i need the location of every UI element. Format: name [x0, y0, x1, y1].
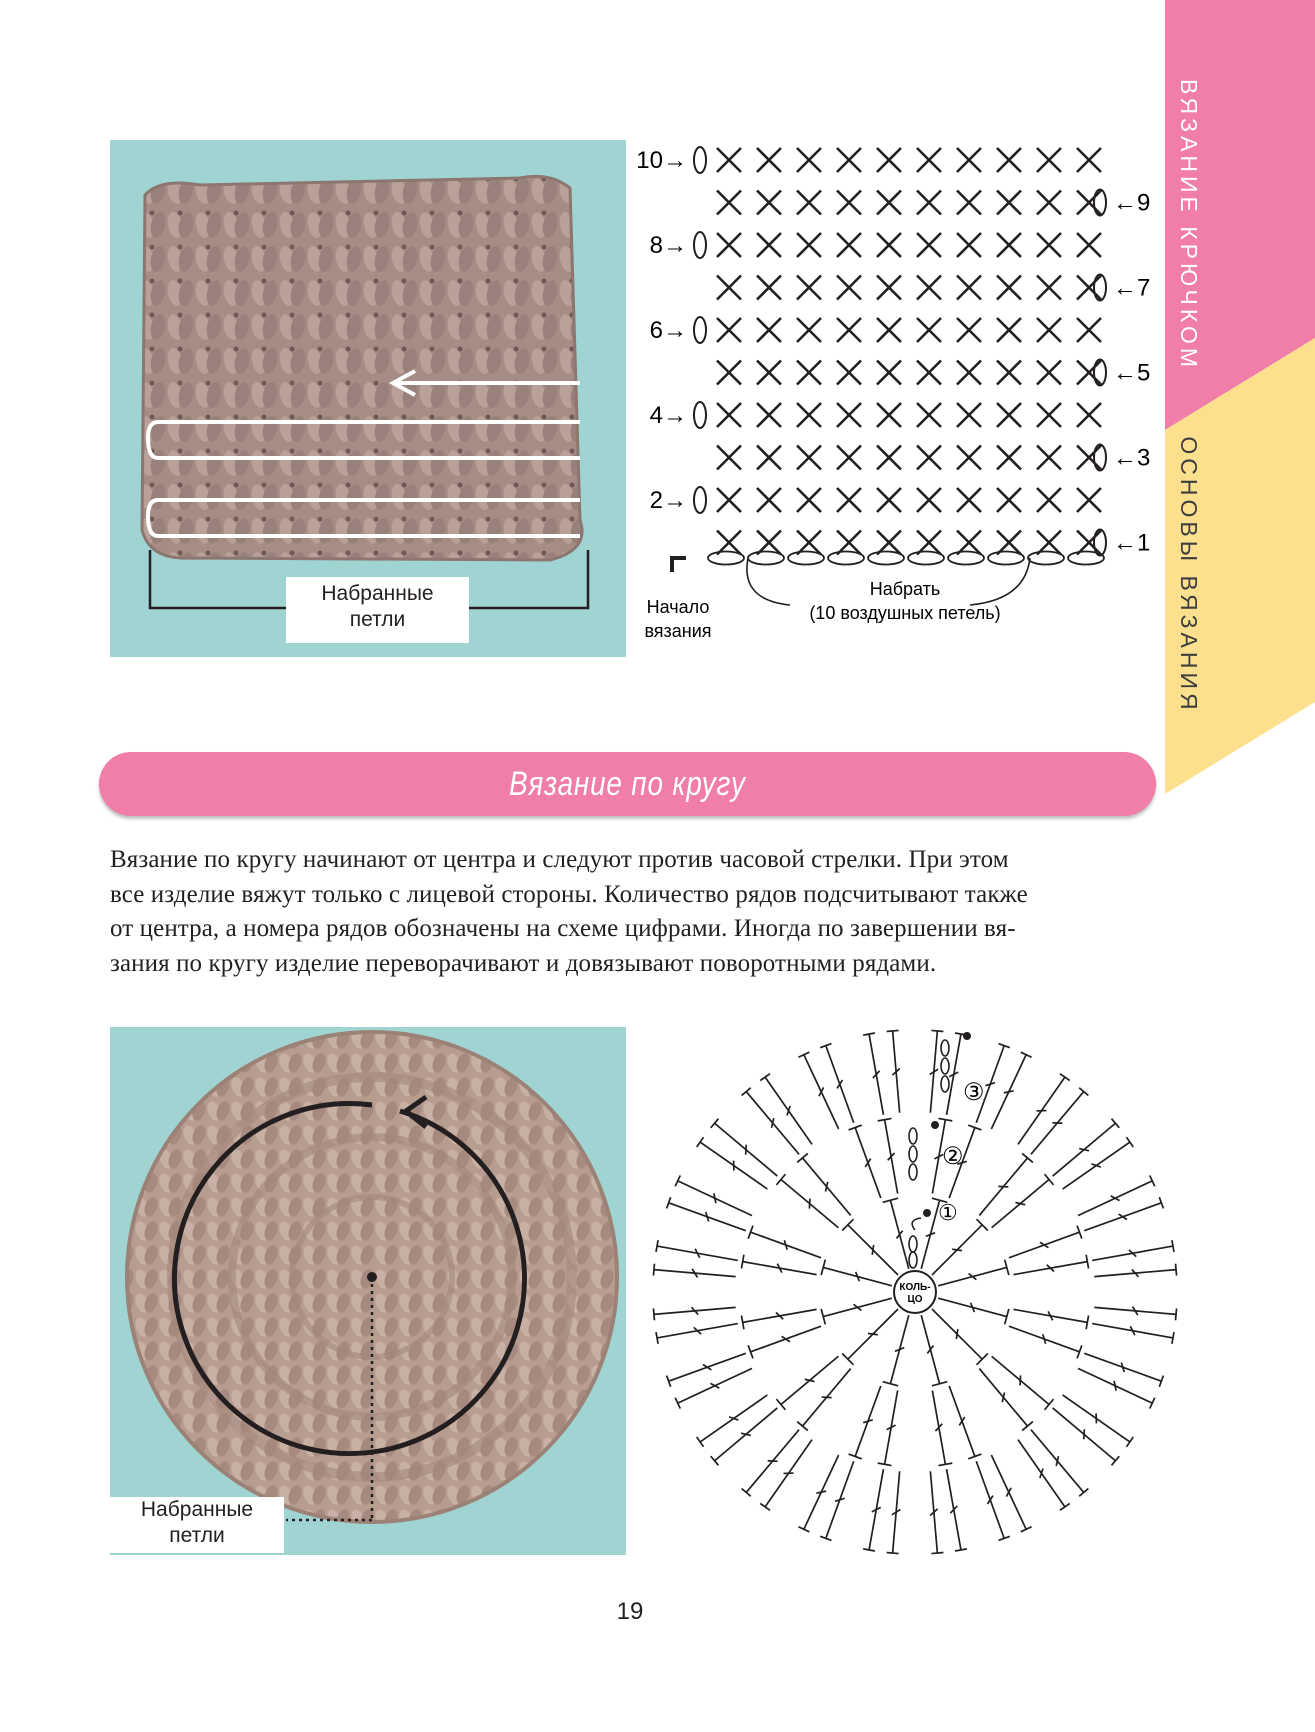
- double-crochet-symbol: [863, 1469, 883, 1551]
- double-crochet-symbol: [887, 1030, 900, 1112]
- double-crochet-symbol: [742, 1088, 799, 1155]
- double-crochet-symbol: [667, 1197, 746, 1231]
- side-tab-top-label: ВЯЗАНИЕ КРЮЧКОМ: [1176, 78, 1202, 372]
- chain-stitch: [988, 552, 1024, 565]
- single-crochet-x: [1037, 276, 1061, 300]
- flat-photo-label-line1: Набранные: [321, 582, 434, 605]
- single-crochet-x: [917, 403, 941, 427]
- section-heading: Вязание по кругу: [509, 764, 746, 803]
- chain-label-line2: (10 воздушных петель): [809, 603, 1001, 623]
- double-crochet-symbol: [949, 1386, 981, 1459]
- double-crochet-symbol: [863, 1033, 883, 1115]
- single-crochet-x: [1037, 233, 1061, 257]
- single-crochet-x: [957, 148, 981, 172]
- double-crochet-symbol: [883, 1198, 909, 1269]
- row-number-right: ←3: [1113, 444, 1151, 472]
- turning-chain: [694, 317, 706, 343]
- double-crochet-symbol: [932, 1219, 988, 1275]
- turning-chain: [694, 402, 706, 428]
- single-crochet-x: [757, 148, 781, 172]
- single-crochet-x: [717, 446, 741, 470]
- single-crochet-x: [837, 148, 861, 172]
- page-number: 19: [616, 1598, 644, 1625]
- single-crochet-x: [877, 191, 901, 215]
- double-crochet-symbol: [932, 1390, 952, 1465]
- row-number-left: 8→: [649, 232, 687, 259]
- single-crochet-x: [957, 403, 981, 427]
- ring-label-line1: КОЛЬ-: [899, 1282, 931, 1293]
- chain-stitch: [1028, 552, 1064, 565]
- single-crochet-x: [997, 403, 1021, 427]
- single-crochet-x: [957, 233, 981, 257]
- double-crochet-symbol: [992, 1356, 1054, 1410]
- double-crochet-symbol: [1013, 1309, 1088, 1329]
- double-crochet-symbol: [711, 1408, 778, 1465]
- single-crochet-x: [717, 276, 741, 300]
- chain-stitch: [788, 552, 824, 565]
- single-crochet-x: [1077, 488, 1101, 512]
- single-crochet-x: [757, 488, 781, 512]
- turning-chain: [694, 147, 706, 173]
- round-swatch-illustration: [110, 1027, 626, 1555]
- single-crochet-x: [877, 233, 901, 257]
- single-crochet-x: [717, 148, 741, 172]
- single-crochet-x: [917, 233, 941, 257]
- double-crochet-symbol: [921, 1315, 947, 1386]
- single-crochet-x: [1077, 446, 1101, 470]
- double-crochet-symbol: [938, 1260, 1009, 1286]
- paragraph-line: Вязание по кругу начинают от центра и следуют против часовой стрелки. При этом: [110, 846, 1009, 873]
- start-label-line2: вязания: [644, 621, 712, 641]
- double-crochet-symbol: [667, 1353, 746, 1387]
- double-crochet-symbol: [930, 1471, 943, 1553]
- row-number-left: 6→: [649, 317, 687, 344]
- single-crochet-x: [877, 318, 901, 342]
- double-crochet-symbol: [992, 1174, 1054, 1228]
- single-crochet-x: [1037, 191, 1061, 215]
- single-crochet-x: [917, 148, 941, 172]
- single-crochet-x: [917, 488, 941, 512]
- double-crochet-symbol: [741, 1255, 816, 1275]
- double-crochet-symbol: [883, 1315, 909, 1386]
- double-crochet-symbol: [697, 1137, 768, 1189]
- single-crochet-x: [1037, 148, 1061, 172]
- double-crochet-symbol: [821, 1298, 892, 1324]
- single-crochet-x: [1037, 446, 1061, 470]
- side-tab-bottom-label: ОСНОВЫ ВЯЗАНИЯ: [1176, 436, 1202, 714]
- round-marker-3: ③: [963, 1079, 985, 1106]
- single-crochet-x: [717, 488, 741, 512]
- round-crochet-diagram: [645, 1020, 1185, 1560]
- single-crochet-x: [1077, 361, 1101, 385]
- double-crochet-symbol: [1031, 1088, 1088, 1155]
- single-crochet-x: [917, 361, 941, 385]
- double-crochet-symbol: [653, 1264, 735, 1278]
- single-crochet-x: [837, 233, 861, 257]
- single-crochet-x: [1037, 488, 1061, 512]
- single-crochet-x: [757, 276, 781, 300]
- double-crochet-symbol: [748, 1326, 821, 1358]
- single-crochet-x: [717, 318, 741, 342]
- double-crochet-symbol: [797, 1153, 851, 1215]
- double-crochet-symbol: [1094, 1307, 1176, 1321]
- single-crochet-x: [997, 233, 1021, 257]
- ring-label-line2: ЦО: [907, 1294, 923, 1305]
- single-crochet-x: [997, 488, 1021, 512]
- row-number-left: 4→: [649, 402, 687, 429]
- single-crochet-x: [1037, 403, 1061, 427]
- chain-stitch: [708, 552, 744, 565]
- double-crochet-symbol: [878, 1390, 898, 1465]
- double-crochet-symbol: [697, 1395, 768, 1447]
- double-crochet-symbol: [1053, 1119, 1120, 1176]
- row-number-right: ←5: [1113, 359, 1151, 387]
- single-crochet-x: [797, 403, 821, 427]
- single-crochet-x: [877, 446, 901, 470]
- round-photo-label: [110, 1497, 284, 1553]
- double-crochet-symbol: [938, 1298, 1009, 1324]
- round-photo-label-line2: петли: [169, 1524, 225, 1547]
- single-crochet-x: [757, 318, 781, 342]
- double-crochet-symbol: [878, 1118, 898, 1193]
- double-crochet-symbol: [742, 1430, 799, 1497]
- turning-chain: [1094, 530, 1106, 556]
- single-crochet-x: [917, 276, 941, 300]
- double-crochet-symbol: [776, 1174, 838, 1228]
- single-crochet-x: [1077, 318, 1101, 342]
- row-number-right: ←1: [1113, 529, 1151, 557]
- single-crochet-x: [997, 446, 1021, 470]
- single-crochet-x: [757, 233, 781, 257]
- single-crochet-x: [717, 403, 741, 427]
- paragraph-line: зания по кругу изделие переворачивают и довязывают поворотными рядами.: [110, 949, 937, 977]
- section-heading-banner: [99, 752, 1156, 816]
- double-crochet-symbol: [1092, 1240, 1174, 1260]
- turning-chain: [1094, 360, 1106, 386]
- double-crochet-symbol: [820, 1461, 854, 1540]
- chain-stitch: [948, 552, 984, 565]
- turning-chain: [694, 232, 706, 258]
- round-swatch-photo: [110, 1027, 626, 1555]
- chain-stitch: [868, 552, 904, 565]
- double-crochet-symbol: [760, 1440, 812, 1511]
- single-crochet-x: [997, 361, 1021, 385]
- single-crochet-x: [1077, 233, 1101, 257]
- double-crochet-symbol: [797, 1369, 851, 1431]
- single-crochet-x: [877, 148, 901, 172]
- flat-swatch-photo: [110, 140, 626, 657]
- chain-stitch: [1068, 552, 1104, 565]
- chain-stitch: [908, 552, 944, 565]
- single-crochet-x: [917, 318, 941, 342]
- single-crochet-x: [997, 148, 1021, 172]
- turning-chain: [694, 487, 706, 513]
- double-crochet-symbol: [656, 1324, 738, 1344]
- double-crochet-symbol: [887, 1471, 901, 1553]
- row-number-left: 10→: [636, 147, 687, 174]
- single-crochet-x: [797, 233, 821, 257]
- foundation-chain: [708, 552, 1104, 565]
- single-crochet-x: [1037, 361, 1061, 385]
- single-crochet-x: [797, 318, 821, 342]
- paragraph-line: от центра, а номера рядов обозначены на схеме цифрами. Иногда по завершении вя-: [110, 915, 1016, 942]
- double-crochet-symbol: [711, 1119, 778, 1176]
- single-crochet-x: [957, 446, 981, 470]
- double-crochet-symbol: [760, 1074, 812, 1145]
- single-crochet-x: [957, 276, 981, 300]
- double-crochet-symbol: [821, 1260, 892, 1286]
- double-crochet-symbol: [656, 1240, 738, 1260]
- double-crochet-symbol: [1053, 1408, 1120, 1465]
- single-crochet-x: [837, 403, 861, 427]
- double-crochet-symbol: [849, 1125, 881, 1198]
- single-crochet-x: [837, 488, 861, 512]
- single-crochet-x: [917, 446, 941, 470]
- single-crochet-x: [717, 233, 741, 257]
- flat-chart-stitches: [694, 147, 1106, 556]
- single-crochet-x: [877, 361, 901, 385]
- single-crochet-x: [717, 191, 741, 215]
- single-crochet-x: [757, 191, 781, 215]
- flat-photo-label-line2: петли: [349, 608, 406, 631]
- single-crochet-x: [877, 403, 901, 427]
- single-crochet-x: [797, 446, 821, 470]
- double-crochet-symbol: [1009, 1226, 1082, 1258]
- double-crochet-symbol: [1013, 1255, 1088, 1275]
- turning-chain: [1094, 275, 1106, 301]
- double-crochet-symbol: [1094, 1264, 1176, 1277]
- single-crochet-x: [917, 191, 941, 215]
- single-crochet-x: [1077, 191, 1101, 215]
- single-crochet-x: [877, 276, 901, 300]
- single-crochet-x: [757, 403, 781, 427]
- single-crochet-x: [997, 276, 1021, 300]
- row-number-right: ←7: [1113, 274, 1151, 302]
- single-crochet-x: [997, 191, 1021, 215]
- round-description: [110, 843, 1115, 981]
- paragraph-line: все изделие вяжут только с лицевой стороны. Количество рядов подсчитывают также: [110, 880, 1028, 908]
- single-crochet-x: [797, 191, 821, 215]
- chain-stitch: [828, 552, 864, 565]
- single-crochet-x: [997, 318, 1021, 342]
- single-crochet-x: [757, 446, 781, 470]
- single-crochet-x: [797, 148, 821, 172]
- double-crochet-symbol: [1084, 1197, 1163, 1231]
- single-crochet-x: [797, 276, 821, 300]
- single-crochet-x: [837, 318, 861, 342]
- start-marker-icon: [672, 558, 686, 572]
- row-number-left: 2→: [649, 487, 687, 514]
- single-crochet-x: [717, 361, 741, 385]
- double-crochet-symbol: [1063, 1137, 1134, 1189]
- single-crochet-x: [1037, 318, 1061, 342]
- start-label-line1: Начало: [646, 597, 710, 617]
- single-crochet-x: [797, 488, 821, 512]
- turning-chain: [1094, 190, 1106, 216]
- single-crochet-x: [757, 361, 781, 385]
- single-crochet-x: [1077, 403, 1101, 427]
- flat-photo-label: [286, 577, 469, 643]
- double-crochet-symbol: [947, 1469, 967, 1551]
- row-number-right: ←9: [1113, 189, 1151, 217]
- single-crochet-x: [837, 446, 861, 470]
- chain-label-line1: Набрать: [869, 579, 941, 599]
- single-crochet-x: [957, 191, 981, 215]
- double-crochet-symbol: [976, 1461, 1010, 1540]
- double-crochet-symbol: [1031, 1430, 1088, 1497]
- double-crochet-symbol: [1009, 1326, 1082, 1358]
- double-crochet-symbol: [741, 1309, 816, 1329]
- double-crochet-symbol: [1092, 1324, 1174, 1344]
- round-marker-2: ②: [942, 1143, 964, 1170]
- turning-chain: [1094, 445, 1106, 471]
- double-crochet-symbol: [653, 1307, 735, 1320]
- single-crochet-x: [1077, 148, 1101, 172]
- round-photo-label-line1: Набранные: [140, 1498, 254, 1521]
- double-crochet-symbol: [820, 1044, 854, 1123]
- round-marker-1: ①: [938, 1200, 958, 1225]
- single-crochet-x: [957, 488, 981, 512]
- double-crochet-symbol: [979, 1153, 1033, 1215]
- chain-stitch: [748, 552, 784, 565]
- double-crochet-symbol: [842, 1309, 898, 1365]
- single-crochet-x: [837, 276, 861, 300]
- double-crochet-symbol: [1063, 1395, 1134, 1447]
- double-crochet-symbol: [776, 1356, 838, 1410]
- flat-crochet-chart: [630, 140, 1170, 650]
- double-crochet-symbol: [748, 1226, 821, 1258]
- single-crochet-x: [957, 318, 981, 342]
- single-crochet-x: [837, 361, 861, 385]
- single-crochet-x: [1077, 276, 1101, 300]
- double-crochet-symbol: [932, 1309, 988, 1365]
- double-crochet-symbol: [1018, 1074, 1070, 1145]
- single-crochet-x: [957, 361, 981, 385]
- double-crochet-symbol: [849, 1386, 881, 1459]
- double-crochet-symbol: [842, 1219, 898, 1275]
- double-crochet-symbol: [1018, 1440, 1070, 1511]
- double-crochet-symbol: [979, 1369, 1033, 1431]
- double-crochet-symbol: [1084, 1353, 1163, 1387]
- single-crochet-x: [797, 361, 821, 385]
- single-crochet-x: [877, 488, 901, 512]
- single-crochet-x: [837, 191, 861, 215]
